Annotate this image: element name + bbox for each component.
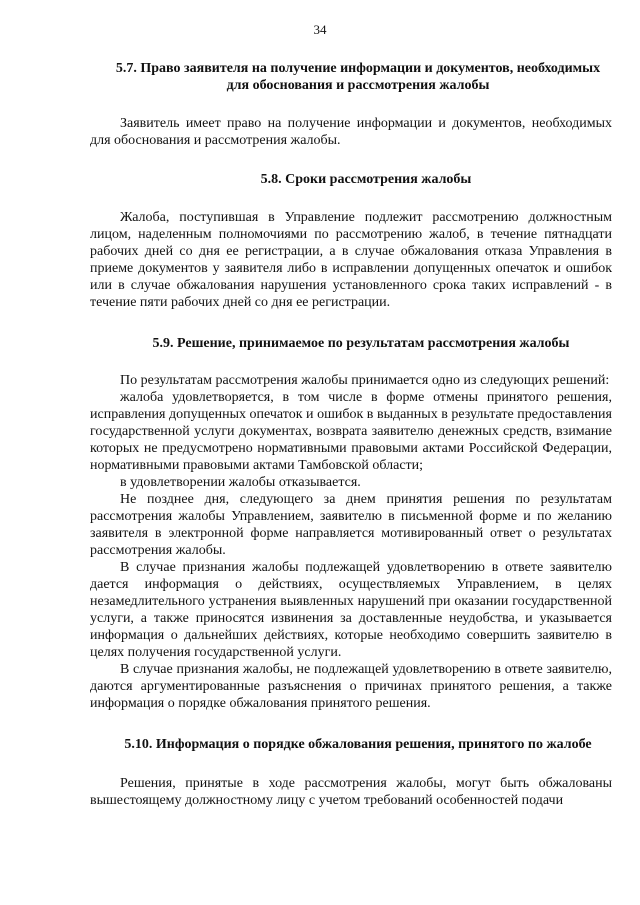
document-body bbox=[90, 52, 612, 809]
section-5-8-heading: 5.8. Сроки рассмотрения жалобы bbox=[260, 172, 472, 187]
section-5-9-paragraph: В случае признания жалобы, не подлежащей удовлетворению в ответе заявителю, даются аргументированные разъяснения о причинах принятого решения, а также информация о порядке обжалования принятого решения. bbox=[90, 662, 612, 711]
section-5-10-heading: 5.10. Информация о порядке обжалования решения, принятого по жалобе bbox=[124, 737, 592, 752]
page-number: 34 bbox=[313, 22, 327, 37]
section-5-9-paragraph: По результатам рассмотрения жалобы принимается одно из следующих решений: bbox=[120, 373, 610, 388]
section-5-9-paragraph: В случае признания жалобы подлежащей удовлетворению в ответе заявителю дается информация о действиях, осуществляемых Управлением, в целях незамедлительного устранения выявленных нарушений при оказании государственной услуги, а также приносятся извинения за доставленные неудобства, и указывается информация о дальнейших действиях, которые необходимо совершить заявителю в целях получения государственной услуги. bbox=[90, 560, 612, 660]
section-5-10-paragraph: Решения, принятые в ходе рассмотрения жалобы, могут быть обжалованы вышестоящему должностному лицу с учетом требований особенностей подачи bbox=[90, 776, 612, 808]
section-5-9-heading: 5.9. Решение, принимаемое по результатам рассмотрения жалобы bbox=[152, 336, 570, 351]
section-5-7-heading: 5.7. Право заявителя на получение информации и документов, необходимых для обоснования и рассмотрения жалобы bbox=[115, 61, 601, 93]
section-5-9-paragraph: Не позднее дня, следующего за днем принятия решения по результатам рассмотрения жалобы Управлением, заявителю в письменной форме и по желанию заявителя в электронной форме направляется мотивированный ответ о результатах рассмотрения жалобы. bbox=[90, 492, 612, 558]
section-5-9-paragraph: в удовлетворении жалобы отказывается. bbox=[120, 475, 361, 490]
section-5-7-paragraph: Заявитель имеет право на получение информации и документов, необходимых для обоснования и рассмотрения жалобы. bbox=[90, 116, 612, 148]
section-5-8-paragraph: Жалоба, поступившая в Управление подлежит рассмотрению должностным лицом, наделенным полномочиями по рассмотрению жалоб, в течение пятнадцати рабочих дней со дня ее регистрации, а в случае обжалования отказа Управления в приеме документов у заявителя либо в исправлении допущенных опечаток и ошибок или в случае обжалования нарушения установленного срока таких исправлений - в течение пяти рабочих дней со дня ее регистрации. bbox=[90, 210, 612, 310]
section-5-9-paragraph: жалоба удовлетворяется, в том числе в форме отмены принятого решения, исправления допущенных опечаток и ошибок в выданных в результате предоставления государственной услуги документах, возврата заявителю денежных средств, взимание которых не предусмотрено нормативными правовыми актами Российской Федерации, нормативными правовыми актами Тамбовской области; bbox=[90, 390, 612, 473]
